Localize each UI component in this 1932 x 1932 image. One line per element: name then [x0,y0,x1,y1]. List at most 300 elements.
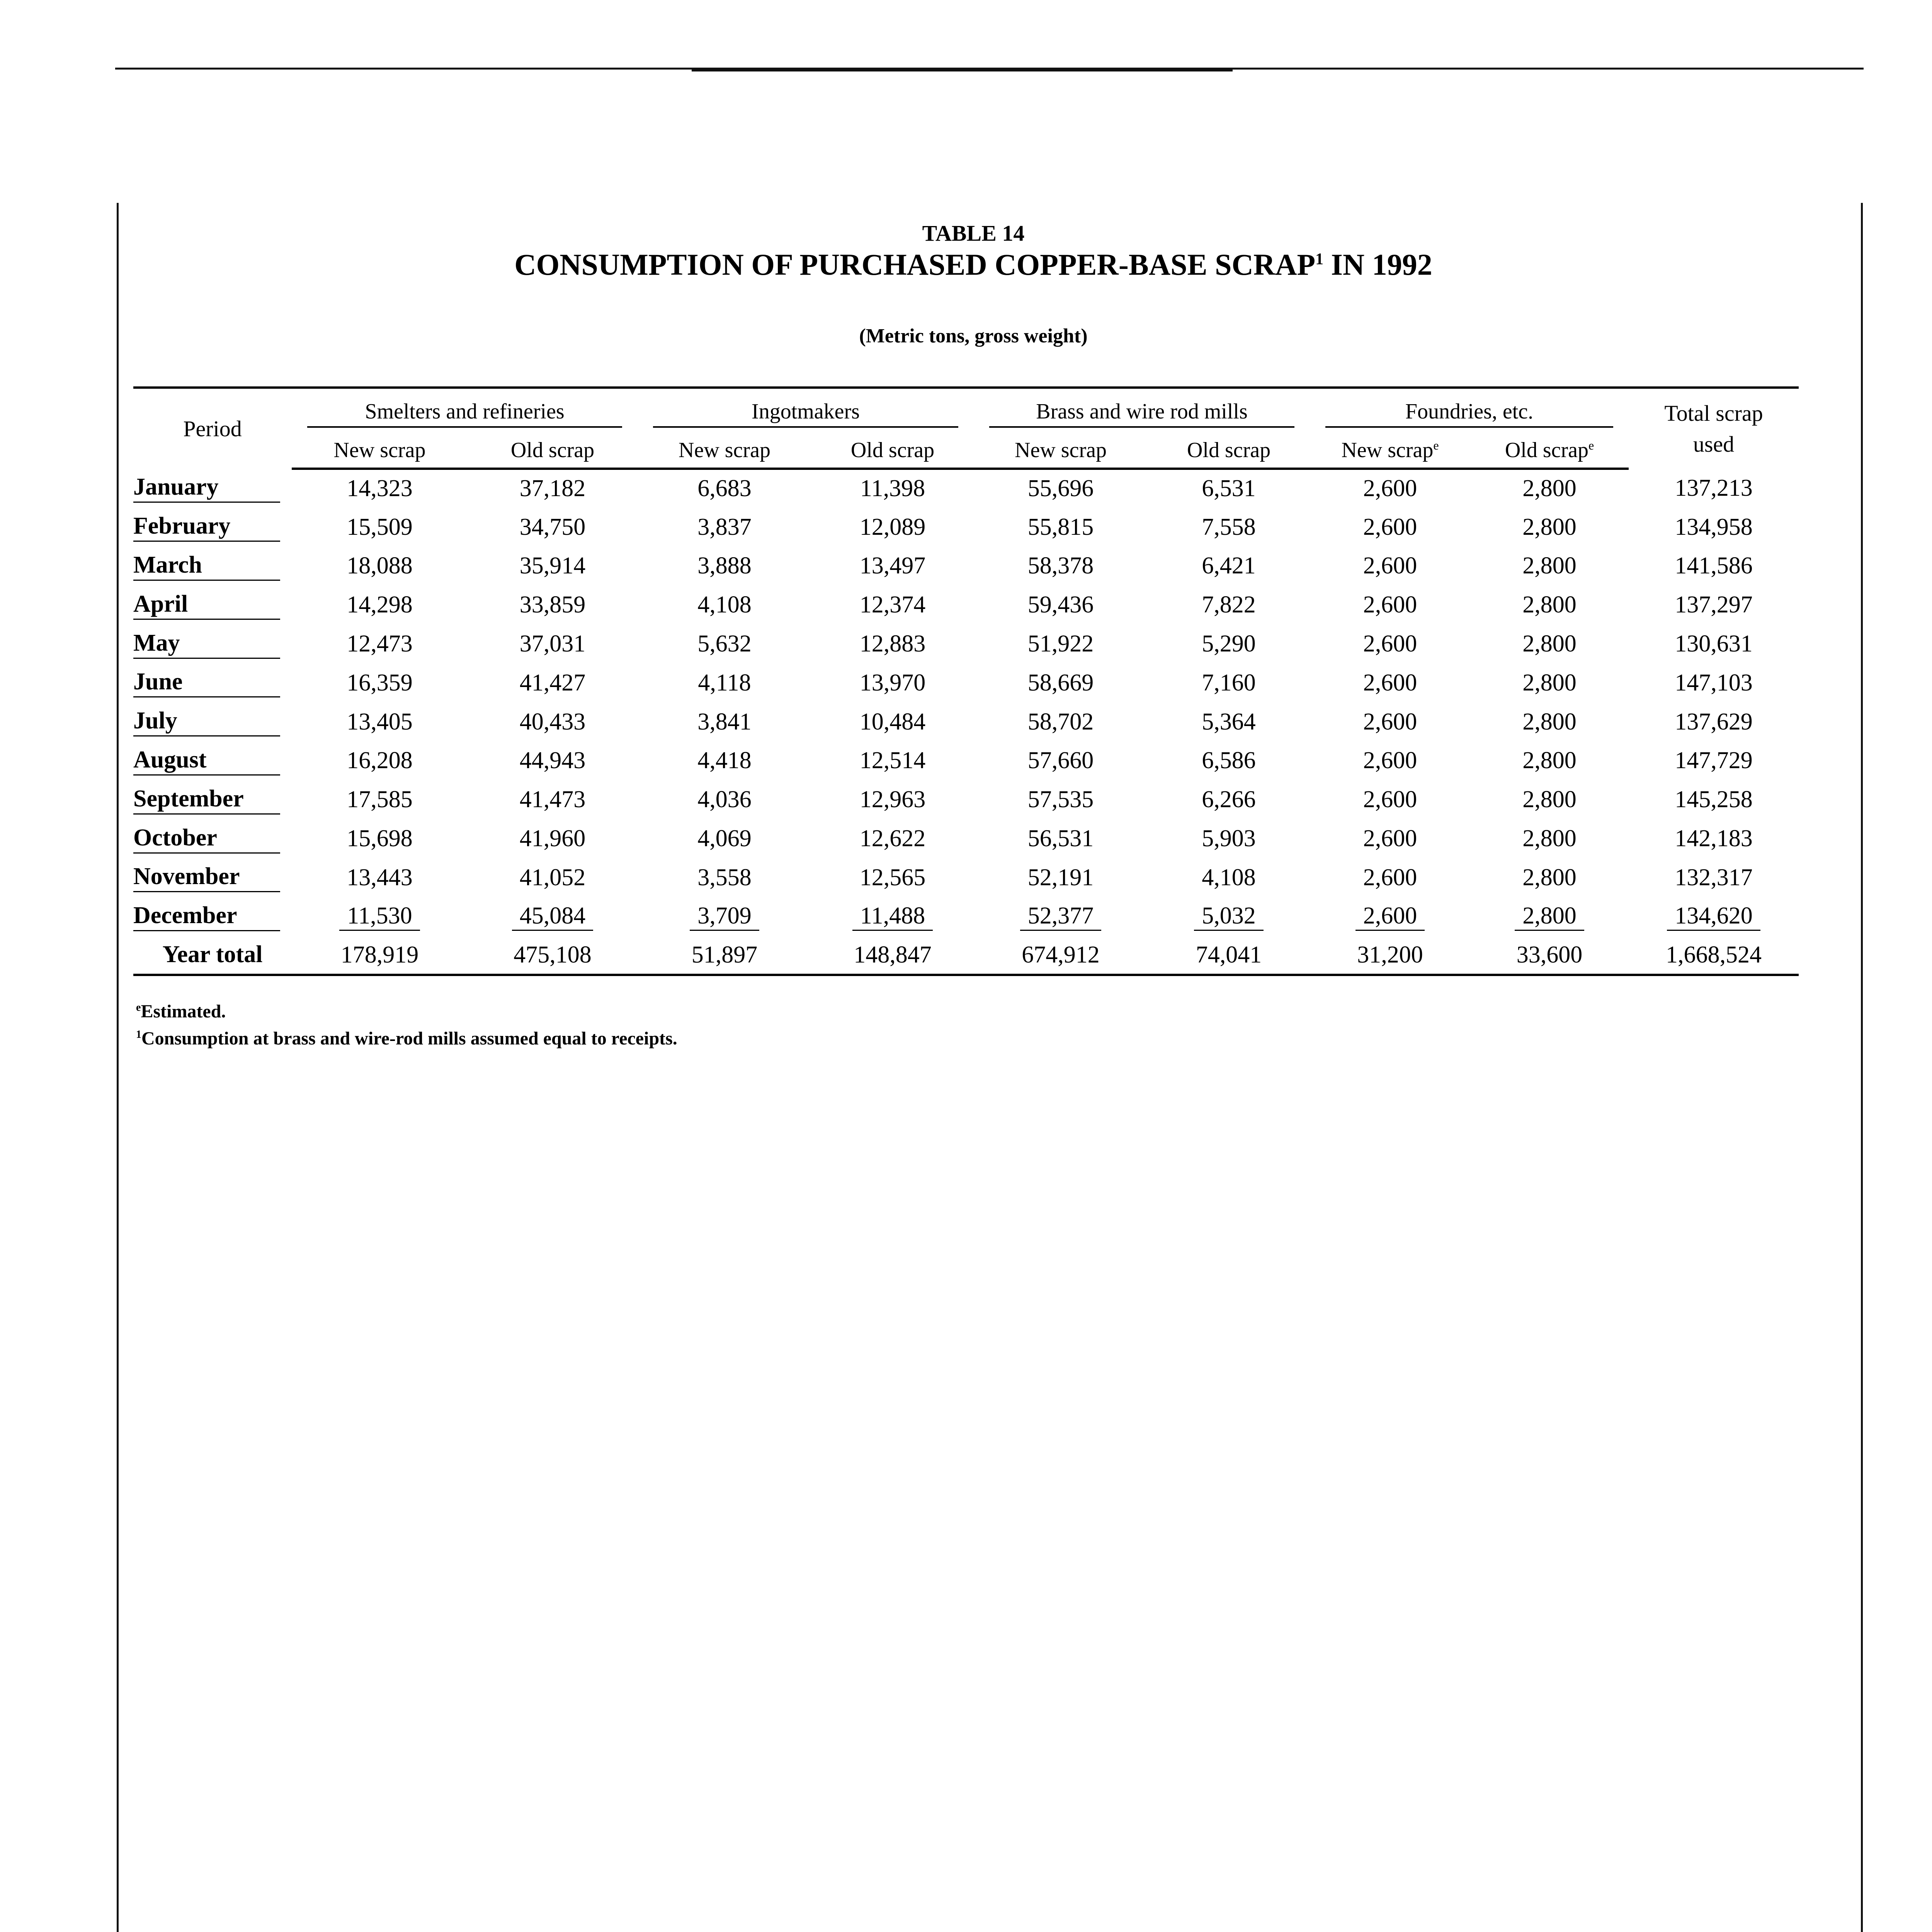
value-cell [292,897,468,936]
value-cell [974,780,1148,819]
value-cell [811,936,974,975]
value-cell [292,819,468,858]
value-cell [1470,469,1629,508]
value-cell [468,897,638,936]
value-text: 40,433 [519,708,586,735]
value-text: 132,317 [1675,864,1753,891]
value-text: 4,108 [1202,864,1256,891]
value-cell [1470,819,1629,858]
value-cell [468,508,638,547]
value-cell [1148,936,1310,975]
total-header-line1: Total scrap [1664,400,1763,426]
value-cell [468,780,638,819]
value-cell [1629,819,1799,858]
value-text: 34,750 [519,514,586,540]
value-cell [292,663,468,702]
value-text: 12,473 [347,631,413,657]
value-text: 57,660 [1027,747,1094,774]
table-title-end: IN 1992 [1323,248,1432,281]
table-row [133,897,1799,936]
value-text: 51,922 [1027,631,1094,657]
value-text: 14,298 [347,592,413,618]
value-text: 2,800 [1522,475,1577,502]
value-cell [1629,469,1799,508]
value-cell [974,469,1148,508]
left-frame-rule [117,203,119,1932]
value-text: 31,200 [1357,941,1423,968]
value-cell [1629,702,1799,742]
period-label: May [133,629,280,659]
title-footnote-mark: 1 [1315,250,1324,268]
value-text: 16,208 [347,747,413,774]
value-text: 6,531 [1202,475,1256,502]
value-text: 2,600 [1363,708,1417,735]
value-cell [638,897,811,936]
value-text: 58,669 [1027,669,1094,696]
group-header-ingotmakers [638,388,974,433]
value-cell [1470,624,1629,663]
table-row [133,819,1799,858]
group-header-row [133,388,1799,433]
value-text: 41,960 [519,825,586,852]
value-text: 57,535 [1027,786,1094,813]
value-cell [468,585,638,624]
value-cell [1629,936,1799,975]
value-cell [1470,585,1629,624]
table-row [133,508,1799,547]
value-text: 2,600 [1363,514,1417,540]
value-text: 74,041 [1196,941,1262,968]
value-text: 2,800 [1522,553,1577,579]
value-cell [811,624,974,663]
value-text: 4,108 [697,592,752,618]
value-cell [974,547,1148,586]
table-label: TABLE 14 [922,221,1025,246]
group-header-smelters [292,388,638,433]
value-cell [811,742,974,781]
total-header [1629,388,1799,469]
group-header-label: Brass and wire rod mills [989,399,1294,428]
period-label: February [133,512,280,542]
period-label: December [133,902,280,931]
value-text: 178,919 [340,941,419,968]
value-text: 58,378 [1027,553,1094,579]
value-cell [468,547,638,586]
period-cell [133,858,292,897]
value-text: 2,800 [1522,592,1577,618]
value-cell [1310,858,1470,897]
value-text: 13,497 [859,553,926,579]
value-cell [1148,624,1310,663]
table-row [133,469,1799,508]
value-cell [638,585,811,624]
value-text: 5,632 [697,631,752,657]
table-row [133,624,1799,663]
period-cell [133,508,292,547]
value-cell [1470,936,1629,975]
footnote-estimated-mark: e [136,1002,141,1014]
value-text: 33,600 [1516,941,1583,968]
value-text: 15,698 [347,825,413,852]
value-text: 41,052 [519,864,586,891]
value-text: 6,586 [1202,747,1256,774]
value-text: 41,427 [519,669,586,696]
footnote-1-mark: 1 [136,1029,141,1041]
sub-header-cell [638,433,811,469]
value-text: 2,600 [1363,669,1417,696]
table-title [0,247,1932,282]
value-cell [1148,702,1310,742]
sub-header-cell [811,433,974,469]
value-text: 141,586 [1675,553,1753,579]
value-cell [1310,780,1470,819]
period-cell [133,663,292,702]
value-cell [811,780,974,819]
table-row [133,702,1799,742]
value-text: 51,897 [691,941,758,968]
period-label: Year total [162,941,263,968]
value-text: 137,213 [1675,474,1753,501]
value-text: 11,488 [852,902,933,931]
value-cell [1629,742,1799,781]
sub-header-cell [468,433,638,469]
value-text: 2,800 [1522,747,1577,774]
period-cell [133,624,292,663]
table-title-main: CONSUMPTION OF PURCHASED COPPER-BASE SCRAP [514,248,1316,281]
value-cell [811,585,974,624]
value-text: 475,108 [514,941,592,968]
value-text: 4,118 [698,669,751,696]
value-text: 2,600 [1363,592,1417,618]
value-cell [638,780,811,819]
value-text: 2,800 [1522,786,1577,813]
sub-header-label: New scrap [679,438,770,462]
value-text: 52,377 [1020,902,1102,931]
value-cell [1310,742,1470,781]
value-text: 134,958 [1675,514,1753,540]
value-cell [292,585,468,624]
period-header: Period [133,388,292,469]
estimated-mark: e [1433,438,1439,452]
value-text: 6,266 [1202,786,1256,813]
period-cell [133,897,292,936]
sub-header-cell [1310,433,1470,469]
value-cell [811,508,974,547]
value-cell [1629,897,1799,936]
value-cell [468,858,638,897]
value-cell [468,742,638,781]
top-rule-accent [692,69,1233,71]
value-cell [1148,742,1310,781]
value-cell [638,469,811,508]
value-cell [1148,663,1310,702]
period-label: September [133,785,280,815]
period-cell [133,780,292,819]
value-cell [974,508,1148,547]
group-header-brass-mills [974,388,1310,433]
value-text: 1,668,524 [1666,941,1762,968]
footnote-estimated-text: Estimated. [141,1001,226,1022]
value-cell [292,780,468,819]
table-body [133,469,1799,975]
value-text: 3,558 [697,864,752,891]
value-cell [292,469,468,508]
value-cell [1629,547,1799,586]
value-cell [638,819,811,858]
sub-header-label: Old scrap [510,438,595,462]
value-cell [1310,624,1470,663]
value-cell [1629,508,1799,547]
estimated-mark: e [1588,438,1594,452]
sub-header-label: New scrap [1015,438,1107,462]
value-cell [811,547,974,586]
value-cell [811,858,974,897]
value-text: 12,622 [859,825,926,852]
value-cell [1470,702,1629,742]
value-text: 4,036 [697,786,752,813]
footnote-estimated [136,1001,226,1022]
period-label: January [133,473,280,503]
value-cell [811,663,974,702]
value-text: 148,847 [854,941,932,968]
period-label: June [133,668,280,697]
period-label: April [133,590,280,620]
value-cell [1148,897,1310,936]
value-text: 56,531 [1027,825,1094,852]
value-text: 59,436 [1027,592,1094,618]
value-text: 137,297 [1675,592,1753,618]
period-label: October [133,824,280,854]
value-text: 145,258 [1675,786,1753,813]
group-header-label: Foundries, etc. [1325,399,1613,428]
value-text: 13,443 [347,864,413,891]
value-text: 55,815 [1027,514,1094,540]
period-label: November [133,863,280,892]
value-text: 6,683 [697,475,752,502]
value-cell [638,742,811,781]
value-cell [1470,547,1629,586]
value-cell [1310,585,1470,624]
value-cell [1148,819,1310,858]
value-cell [1470,897,1629,936]
value-cell [1470,742,1629,781]
value-text: 147,103 [1675,669,1753,696]
value-text: 2,600 [1363,864,1417,891]
value-cell [1310,936,1470,975]
table-row [133,663,1799,702]
value-cell [638,663,811,702]
value-text: 134,620 [1667,902,1760,931]
value-cell [1629,780,1799,819]
value-cell [974,624,1148,663]
value-cell [292,547,468,586]
value-text: 16,359 [347,669,413,696]
value-text: 6,421 [1202,553,1256,579]
value-text: 58,702 [1027,708,1094,735]
value-text: 142,183 [1675,825,1753,852]
value-text: 4,418 [697,747,752,774]
value-cell [638,624,811,663]
value-cell [974,858,1148,897]
value-cell [1629,858,1799,897]
value-text: 12,374 [859,592,926,618]
total-header-line2: used [1693,431,1735,457]
value-text: 137,629 [1675,708,1753,735]
value-text: 37,182 [519,475,586,502]
value-cell [974,585,1148,624]
value-cell [1148,858,1310,897]
sub-header-label: New scrap [333,438,426,462]
value-text: 2,600 [1363,747,1417,774]
value-text: 33,859 [519,592,586,618]
value-text: 7,160 [1202,669,1256,696]
value-cell [974,663,1148,702]
value-text: 2,600 [1355,902,1425,931]
value-text: 5,364 [1202,708,1256,735]
value-text: 3,709 [690,902,759,931]
value-text: 37,031 [519,631,586,657]
value-cell [1310,702,1470,742]
value-text: 12,514 [859,747,926,774]
value-text: 13,970 [859,669,926,696]
value-cell [811,897,974,936]
value-cell [1310,508,1470,547]
value-cell [1310,663,1470,702]
group-header-label: Ingotmakers [653,399,958,428]
value-cell [468,819,638,858]
right-frame-rule [1861,203,1863,1932]
value-cell [1310,547,1470,586]
value-cell [811,469,974,508]
sub-header-label: Old scrap [1187,438,1271,462]
value-text: 7,558 [1202,514,1256,540]
value-text: 2,600 [1363,825,1417,852]
value-cell [638,936,811,975]
value-cell [974,819,1148,858]
value-text: 41,473 [519,786,586,813]
value-text: 130,631 [1675,631,1753,657]
value-cell [1470,780,1629,819]
value-cell [638,702,811,742]
value-text: 3,837 [697,514,752,540]
value-cell [1310,819,1470,858]
sub-header-cell [292,433,468,469]
value-cell [1148,547,1310,586]
value-text: 2,600 [1363,631,1417,657]
period-cell [133,936,292,975]
value-cell [1148,508,1310,547]
value-cell [811,819,974,858]
value-text: 14,323 [347,475,413,502]
year-total-row [133,936,1799,975]
scrap-consumption-table [133,386,1799,976]
value-cell [468,663,638,702]
value-text: 2,600 [1363,786,1417,813]
table-units: (Metric tons, gross weight) [859,325,1088,347]
value-text: 2,800 [1515,902,1584,931]
table-row [133,585,1799,624]
value-cell [468,936,638,975]
value-text: 12,883 [859,631,926,657]
sub-header-cell [1148,433,1310,469]
value-cell [292,742,468,781]
sub-header-label: Old scrap [850,438,935,462]
period-cell [133,469,292,508]
value-text: 17,585 [347,786,413,813]
value-text: 2,800 [1522,631,1577,657]
value-text: 2,800 [1522,825,1577,852]
value-cell [1148,780,1310,819]
value-cell [974,897,1148,936]
value-cell [638,508,811,547]
value-text: 7,822 [1202,592,1256,618]
value-text: 12,963 [859,786,926,813]
value-text: 4,069 [697,825,752,852]
value-text: 2,800 [1522,708,1577,735]
value-cell [1470,663,1629,702]
value-text: 10,484 [859,708,926,735]
period-label: March [133,551,280,581]
sub-header-label: New scrap [1341,438,1434,462]
group-header-label: Smelters and refineries [307,399,622,428]
value-text: 2,600 [1363,475,1417,502]
value-cell [1470,858,1629,897]
value-text: 2,800 [1522,669,1577,696]
sub-header-row [133,433,1799,469]
value-cell [638,858,811,897]
value-cell [468,702,638,742]
value-cell [1470,508,1629,547]
value-text: 12,089 [859,514,926,540]
value-cell [974,936,1148,975]
value-cell [638,547,811,586]
period-label: July [133,707,280,736]
value-cell [292,936,468,975]
value-text: 674,912 [1022,941,1100,968]
period-cell [133,742,292,781]
value-text: 11,398 [860,475,925,502]
period-cell [133,819,292,858]
value-cell [1310,469,1470,508]
group-header-foundries [1310,388,1629,433]
table-row [133,780,1799,819]
value-text: 2,800 [1522,514,1577,540]
value-cell [468,624,638,663]
value-text: 5,903 [1202,825,1256,852]
value-text: 2,600 [1363,553,1417,579]
value-text: 3,888 [697,553,752,579]
value-cell [974,702,1148,742]
value-text: 11,530 [339,902,420,931]
sub-header-label: Old scrap [1505,438,1588,462]
value-text: 18,088 [347,553,413,579]
sub-header-cell [974,433,1148,469]
period-cell [133,585,292,624]
value-text: 147,729 [1675,747,1753,774]
value-text: 3,841 [697,708,752,735]
value-text: 15,509 [347,514,413,540]
value-cell [1629,585,1799,624]
value-text: 13,405 [347,708,413,735]
value-cell [292,508,468,547]
value-text: 5,032 [1194,902,1264,931]
value-cell [1148,585,1310,624]
footnote-1 [136,1028,677,1049]
value-text: 55,696 [1027,475,1094,502]
value-text: 35,914 [519,553,586,579]
value-text: 2,800 [1522,864,1577,891]
period-label: August [133,746,280,776]
